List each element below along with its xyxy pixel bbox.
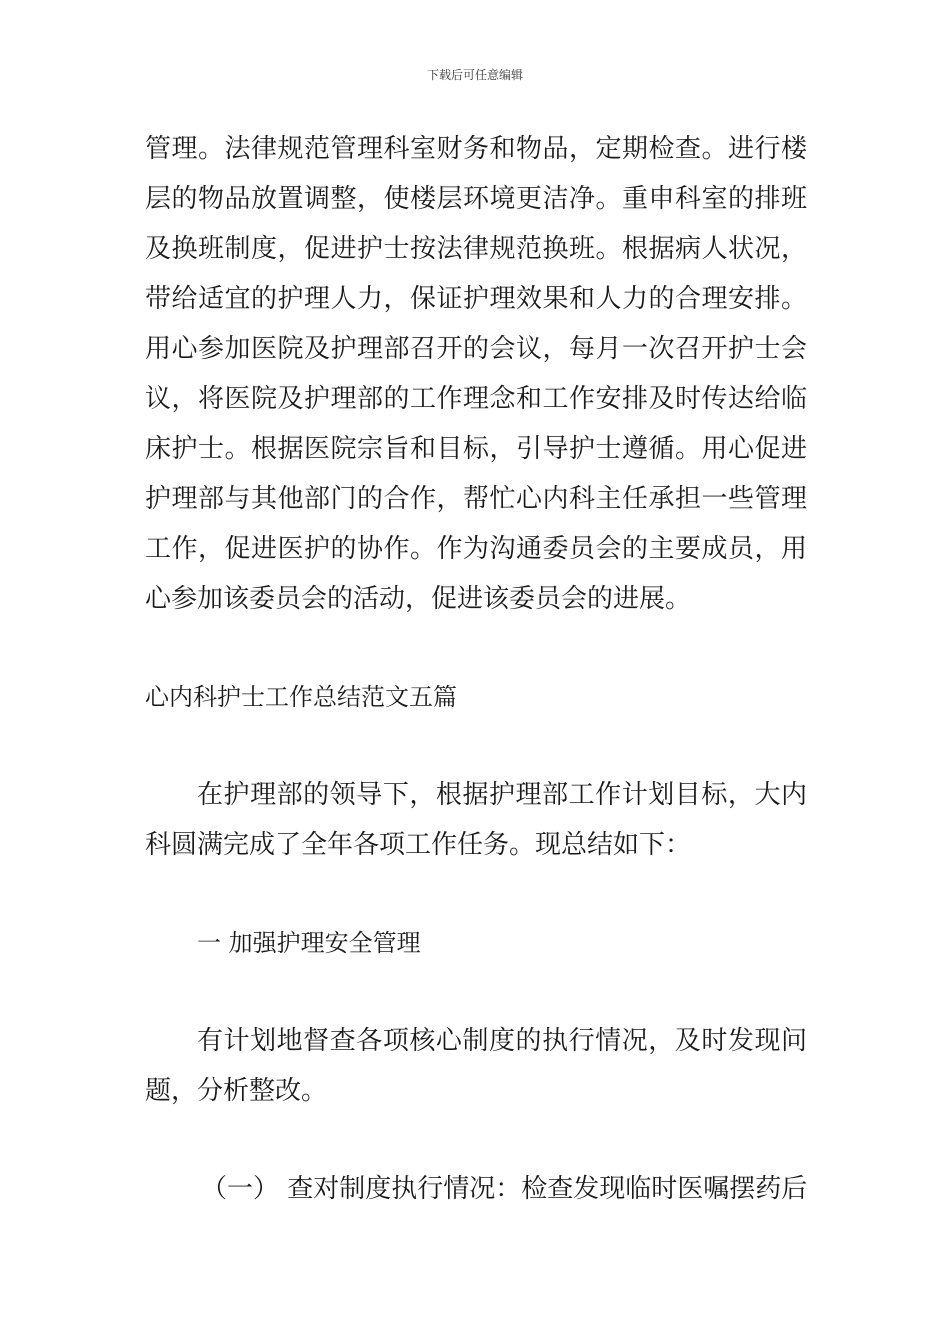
spacer xyxy=(145,722,807,770)
spacer xyxy=(145,968,807,1016)
article-title: 心内科护士工作总结范文五篇 xyxy=(145,683,457,711)
spacer xyxy=(145,1116,807,1164)
body-paragraph: 管理。法律规范管理科室财务和物品，定期检查。进行楼层的物品放置调整，使楼层环境更洁净。重申科室的排班及换班制度，促进护士按法律规范换班。根据病人状况，带给适宜的护理人力，保证护理效果和人力的合理安排。用心参加医院及护理部召开的会议，每月一次召开护士会议，将医院及护理部的工作理念和工作安排及时传达给临床护士。根据医院宗旨和目标，引导护士遵循。用心促进护理部与其他部门的合作，帮忙心内科主任承担一些管理工作，促进医护的协作。作为沟通委员会的主要成员，用心参加该委员会的活动，促进该委员会的进展。 xyxy=(145,134,807,614)
subsection-title: （一） 查对制度执行情况：检查发现临时医嘱摆药后 xyxy=(201,1174,808,1204)
spacer xyxy=(145,870,807,918)
body-paragraph: 有计划地督查各项核心制度的执行情况，及时发现问题，分析整改。 xyxy=(145,1026,807,1106)
spacer xyxy=(145,624,807,672)
section-title: 一 加强护理安全管理 xyxy=(197,929,421,957)
body-paragraph: 在护理部的领导下，根据护理部工作计划目标，大内科圆满完成了全年各项工作任务。现总结如下： xyxy=(145,780,807,860)
header-note: 下载后可任意编辑 xyxy=(426,68,523,82)
document-body xyxy=(145,124,807,1214)
